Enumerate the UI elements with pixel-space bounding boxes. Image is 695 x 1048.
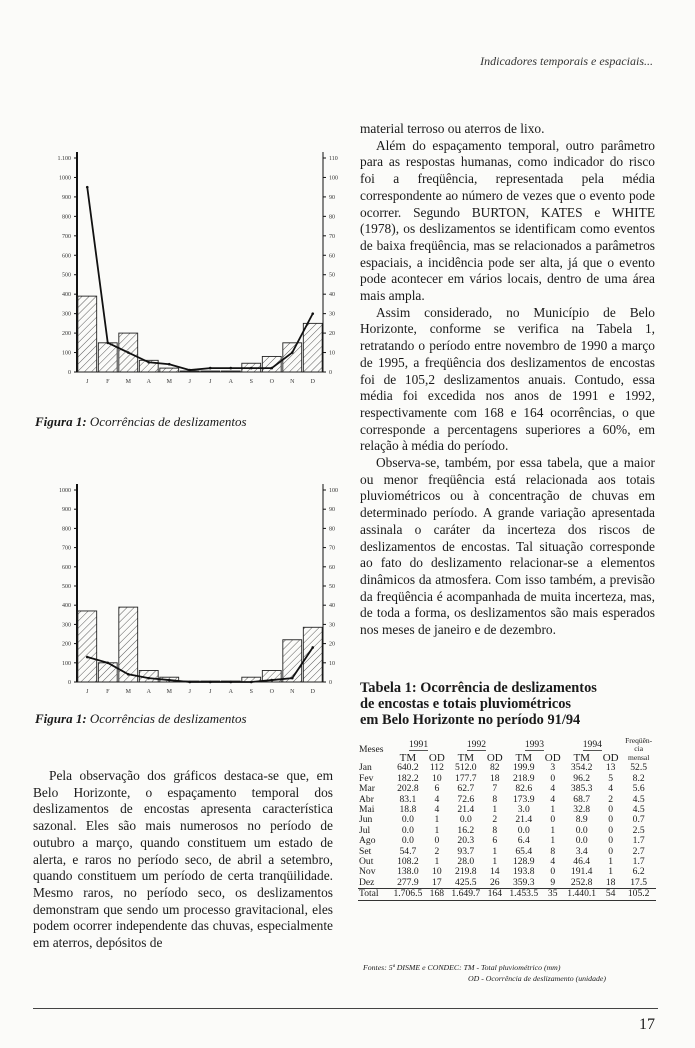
value-cell: 359.3 xyxy=(512,876,535,888)
value-cell: 10 xyxy=(432,772,442,784)
value-cell: 10 xyxy=(432,866,442,878)
value-cell: 46.4 xyxy=(573,856,591,868)
value-cell: 0 xyxy=(608,824,614,836)
value-cell: 193.8 xyxy=(512,866,535,878)
value-cell: 191.4 xyxy=(570,866,593,878)
y-tick-label: 600 xyxy=(62,564,71,571)
col-header-od: OD xyxy=(602,752,619,764)
landslide-chart-2 xyxy=(33,482,343,702)
source-line: OD - Ocorrência de deslizamento (unidade) xyxy=(468,974,606,983)
value-cell: 52.5 xyxy=(630,762,648,774)
y-tick-label: 700 xyxy=(62,233,71,240)
y-tick-label: 100 xyxy=(62,350,71,357)
line-point xyxy=(311,646,314,649)
value-cell: 0 xyxy=(608,814,614,826)
figure-caption-text: Ocorrências de deslizamentos xyxy=(89,711,247,726)
value-cell: 28.0 xyxy=(457,856,475,868)
value-cell: 8 xyxy=(492,824,498,836)
col-header-tm: TM xyxy=(515,752,532,764)
y2-tick-label: 50 xyxy=(329,584,335,590)
x-tick-label: M xyxy=(166,689,172,695)
month-cell: Dez xyxy=(359,876,375,888)
x-tick-label: J xyxy=(86,379,89,385)
line-point xyxy=(209,681,212,684)
value-cell: 512.0 xyxy=(455,762,477,774)
y-tick-label: 200 xyxy=(62,331,71,338)
value-cell: 4 xyxy=(550,793,556,805)
value-cell: 0 xyxy=(608,835,614,847)
value-cell: 1 xyxy=(492,845,498,857)
month-cell: Ago xyxy=(359,835,376,847)
y-tick-label: 1000 xyxy=(59,488,71,494)
y2-tick-label: 80 xyxy=(329,214,335,221)
x-tick-label: J xyxy=(209,379,212,385)
y2-tick-label: 90 xyxy=(329,507,335,514)
total-value: 1.440.1 xyxy=(563,889,600,900)
value-cell: 173.9 xyxy=(512,793,535,805)
line-point xyxy=(86,186,89,189)
line-point xyxy=(229,681,232,684)
value-cell: 177.7 xyxy=(455,772,477,784)
x-tick-label: S xyxy=(249,689,253,695)
x-tick-label: N xyxy=(290,379,295,385)
x-tick-label: D xyxy=(310,689,315,695)
y-tick-label: 100 xyxy=(62,660,71,667)
page-number: 17 xyxy=(639,1016,655,1033)
x-tick-label: M xyxy=(125,689,131,695)
value-cell: 277.9 xyxy=(397,876,419,888)
table-total-row xyxy=(358,889,656,900)
value-cell: 16.2 xyxy=(457,824,475,836)
value-cell: 108.2 xyxy=(397,856,419,868)
value-cell: 68.7 xyxy=(573,793,591,805)
value-cell: 4 xyxy=(608,783,614,795)
y-tick-label: 600 xyxy=(62,253,71,260)
paragraph: Observa-se, também, por essa tabela, que a maior ou menor freqüência está relacionada aos totais pluviométricos ou à concentração de chuvas em determinado período. A grande variação apresentada assinala o caráter da incerteza dos riscos de deslizamentos de encostas. Tal situação corresponde ao fato do deslizamento relacionar-se a elementos dinâmicos da atmosfera. Com isso também, a previsão da freqüência é acompanhada de muita incerteza, mas, de toda a forma, os deslizamentos são mais esperados nos meses de janeiro e de dezembro. xyxy=(360,455,655,638)
total-value: 164 xyxy=(484,889,505,900)
value-cell: 20.3 xyxy=(457,835,475,847)
y2-tick-label: 110 xyxy=(329,156,338,162)
y2-tick-label: 70 xyxy=(329,545,335,552)
y-tick-label: 800 xyxy=(62,214,71,221)
value-cell: 1 xyxy=(492,804,498,816)
col-header-year: 1994 xyxy=(582,738,602,750)
month-cell: Jun xyxy=(359,814,373,826)
y2-tick-label: 100 xyxy=(329,488,338,494)
y2-tick-label: 90 xyxy=(329,194,335,201)
value-cell: 4 xyxy=(434,793,440,805)
value-cell: 26 xyxy=(489,876,500,888)
paragraph: Pela observação dos gráficos destaca-se que, em Belo Horizonte, o espaçamento temporal dos deslizamentos de encostas apresenta característica sazonal. Eles são mais numerosos no período de outubro a março, quando constituem um estado de alerta, e raros no período seco, de abril a setembro, quando constituem um período de certa tranqüilidade. Mesmo raros, no período seco, os deslizamentos demonstram que sendo um processo gravitacional, eles podem ocorrer independente das chuvas, especialmente em aterros, depósitos de xyxy=(33,768,333,951)
table-title-line: de encostas e totais pluviométricos xyxy=(360,696,572,712)
line-point xyxy=(168,679,171,682)
bar xyxy=(201,371,220,372)
x-tick-label: A xyxy=(146,379,151,385)
line-point xyxy=(188,681,191,684)
table-title xyxy=(360,680,660,728)
value-cell: 5.6 xyxy=(632,783,645,795)
value-cell: 65.4 xyxy=(515,845,533,857)
col-header-freq-mensal: mensal xyxy=(628,753,650,762)
value-cell: 6 xyxy=(492,835,498,847)
value-cell: 354.2 xyxy=(570,762,593,774)
y-tick-label: 0 xyxy=(68,370,71,376)
bar xyxy=(78,611,97,682)
y-tick-label: 500 xyxy=(62,272,71,279)
line-point xyxy=(209,367,212,370)
value-cell: 3.0 xyxy=(517,804,530,816)
value-cell: 218.9 xyxy=(512,772,535,784)
value-cell: 4.5 xyxy=(632,804,645,816)
y2-tick-label: 40 xyxy=(329,292,335,299)
value-cell: 202.8 xyxy=(397,783,419,795)
y2-tick-label: 80 xyxy=(329,526,335,533)
value-cell: 1 xyxy=(434,856,440,868)
total-value: 1.453.5 xyxy=(505,889,542,900)
y-tick-label: 400 xyxy=(62,603,71,610)
value-cell: 640.2 xyxy=(397,762,419,774)
value-cell: 1 xyxy=(492,856,498,868)
line-point xyxy=(127,351,130,354)
value-cell: 425.5 xyxy=(455,876,477,888)
value-cell: 0.0 xyxy=(575,835,588,847)
value-cell: 21.4 xyxy=(515,814,533,826)
line-point xyxy=(291,677,294,680)
x-tick-label: S xyxy=(249,379,253,385)
value-cell: 0.0 xyxy=(459,814,472,826)
value-cell: 1 xyxy=(434,814,440,826)
y-tick-label: 200 xyxy=(62,641,71,648)
line-point xyxy=(270,367,273,370)
y-tick-label: 800 xyxy=(62,526,71,533)
x-tick-label: O xyxy=(269,689,274,695)
y2-tick-label: 30 xyxy=(329,311,335,318)
value-cell: 8 xyxy=(492,793,498,805)
x-tick-label: F xyxy=(106,379,110,385)
col-header-year: 1991 xyxy=(408,738,429,750)
value-cell: 219.8 xyxy=(455,866,477,878)
paragraph: material terroso ou aterros de lixo. xyxy=(360,121,545,136)
col-header-freq: Freqüên- cia xyxy=(625,736,653,753)
total-value: 168 xyxy=(426,889,447,900)
value-cell: 0 xyxy=(550,866,556,878)
y2-tick-label: 10 xyxy=(329,350,335,357)
value-cell: 96.2 xyxy=(573,772,591,784)
value-cell: 2 xyxy=(608,793,614,805)
value-cell: 93.7 xyxy=(457,845,475,857)
value-cell: 0 xyxy=(608,804,614,816)
month-cell: Set xyxy=(359,845,372,857)
line-point xyxy=(229,367,232,370)
landslide-chart-1 xyxy=(33,140,343,392)
line-point xyxy=(311,312,314,315)
value-cell: 82 xyxy=(489,762,500,774)
month-cell: Mar xyxy=(359,783,375,795)
y2-tick-label: 10 xyxy=(329,660,335,667)
col-header-od: OD xyxy=(428,752,445,764)
value-cell: 1 xyxy=(550,824,556,836)
value-cell: 2 xyxy=(492,814,498,826)
x-tick-label: F xyxy=(106,689,110,695)
x-tick-label: A xyxy=(228,379,233,385)
x-tick-label: M xyxy=(125,379,131,385)
line-point xyxy=(291,351,294,354)
line-point xyxy=(188,369,191,372)
value-cell: 0.0 xyxy=(401,835,414,847)
value-cell: 8 xyxy=(550,845,556,857)
line-point xyxy=(106,342,109,345)
value-cell: 8.9 xyxy=(575,814,588,826)
col-header-od: OD xyxy=(486,752,503,764)
x-tick-label: J xyxy=(209,689,212,695)
y-tick-label: 1000 xyxy=(59,175,71,182)
value-cell: 4.5 xyxy=(632,793,645,805)
paragraph: Assim considerado, no Município de Belo Horizonte, conforme se verifica na Tabela 1, retratando o período entre novembro de 1990 a março de 1995, a freqüência dos deslizamentos de encostas foi de 105,2 deslizamentos anuais. Contudo, essa média foi excedida nos anos de 1991 e 1992, respectivamente com 168 e 164 ocorrências, o que corresponde a percentagens superiores a 60%, em relação à média do período. xyxy=(360,304,655,454)
figure-label: Figura 1: xyxy=(35,414,87,429)
value-cell: 18 xyxy=(605,876,616,888)
value-cell: 1.7 xyxy=(632,856,645,868)
month-cell: Abr xyxy=(359,793,374,805)
value-cell: 3.4 xyxy=(575,845,588,857)
value-cell: 8.2 xyxy=(632,772,645,784)
y2-tick-label: 60 xyxy=(329,253,335,260)
line-point xyxy=(147,677,150,680)
line-point xyxy=(168,363,171,366)
value-cell: 21.4 xyxy=(457,804,475,816)
figure-caption-1 xyxy=(35,414,247,430)
y2-tick-label: 70 xyxy=(329,233,335,240)
value-cell: 14 xyxy=(489,866,500,878)
total-value: 105.2 xyxy=(621,889,656,900)
x-tick-label: N xyxy=(290,689,295,695)
bar xyxy=(221,371,240,372)
y2-tick-label: 40 xyxy=(329,603,335,610)
y2-tick-label: 50 xyxy=(329,272,335,279)
table-sources xyxy=(363,962,655,984)
y2-tick-label: 30 xyxy=(329,622,335,629)
col-header-meses: Meses xyxy=(359,744,384,755)
table-row xyxy=(358,878,656,889)
bar xyxy=(78,296,97,372)
x-tick-label: J xyxy=(188,689,191,695)
month-cell: Fev xyxy=(359,772,374,784)
y-tick-label: 400 xyxy=(62,292,71,299)
col-header-year: 1993 xyxy=(524,738,544,750)
value-cell: 0 xyxy=(550,772,556,784)
y-tick-label: 1.100 xyxy=(57,156,71,162)
value-cell: 0.0 xyxy=(517,824,530,836)
value-cell: 6.4 xyxy=(517,835,530,847)
x-tick-label: M xyxy=(166,379,172,385)
value-cell: 0 xyxy=(434,835,440,847)
value-cell: 7 xyxy=(492,783,498,795)
value-cell: 54.7 xyxy=(399,845,417,857)
y-tick-label: 500 xyxy=(62,584,71,590)
value-cell: 0 xyxy=(550,814,556,826)
running-head: Indicadores temporais e espaciais... xyxy=(480,54,653,68)
value-cell: 2.5 xyxy=(632,824,645,836)
value-cell: 4 xyxy=(550,856,556,868)
value-cell: 182.2 xyxy=(397,772,419,784)
y-tick-label: 900 xyxy=(62,194,71,201)
month-cell: Nov xyxy=(359,866,376,878)
col-header-year: 1992 xyxy=(466,738,487,750)
value-cell: 252.8 xyxy=(570,876,593,888)
value-cell: 1 xyxy=(608,856,614,868)
value-cell: 1 xyxy=(550,835,556,847)
value-cell: 18.8 xyxy=(399,804,417,816)
x-tick-label: D xyxy=(310,379,315,385)
x-tick-label: O xyxy=(269,379,274,385)
value-cell: 17 xyxy=(432,876,442,888)
y-tick-label: 300 xyxy=(62,311,71,318)
value-cell: 0 xyxy=(608,845,614,857)
total-value: 35 xyxy=(542,889,563,900)
y2-tick-label: 0 xyxy=(329,370,332,376)
value-cell: 4 xyxy=(434,804,440,816)
y2-tick-label: 0 xyxy=(329,680,332,686)
value-cell: 112 xyxy=(429,762,444,774)
value-cell: 9 xyxy=(550,876,556,888)
total-value: 1.706.5 xyxy=(390,889,427,900)
bar xyxy=(98,343,117,372)
value-cell: 82.6 xyxy=(515,783,533,795)
line-point xyxy=(127,673,130,676)
bar xyxy=(303,323,322,372)
value-cell: 83.1 xyxy=(399,793,417,805)
month-cell: Out xyxy=(359,856,374,868)
value-cell: 18 xyxy=(489,772,500,784)
x-tick-label: A xyxy=(146,689,151,695)
month-cell: Jul xyxy=(359,824,371,836)
left-column-text xyxy=(33,768,333,952)
value-cell: 138.0 xyxy=(397,866,419,878)
value-cell: 4 xyxy=(550,783,556,795)
value-cell: 2.7 xyxy=(632,845,645,857)
line-point xyxy=(270,679,273,682)
line-point xyxy=(250,367,253,370)
bar xyxy=(283,640,302,682)
col-header-tm: TM xyxy=(457,752,475,764)
value-cell: 128.9 xyxy=(512,856,535,868)
x-tick-label: J xyxy=(86,689,89,695)
value-cell: 3 xyxy=(550,762,556,774)
y-tick-label: 700 xyxy=(62,545,71,552)
paragraph: Além do espaçamento temporal, outro parâmetro para as respostas humanas, como indicador do risco foi a freqüência, representada pela média correspondente ao número de vezes que o evento pode ocorrer. Segundo BURTON, KATES e WHITE (1978), os deslizamentos se identificam como eventos de baixa freqüência, mas se relacionados a parâmetros espaciais, a incidência pode ser alta, já que o evento pode acontecer em vários locais, dentro de uma área mais ampla. xyxy=(360,137,655,304)
value-cell: 17.5 xyxy=(630,876,648,888)
y-tick-label: 300 xyxy=(62,622,71,629)
line-point xyxy=(147,361,150,364)
total-value: 54 xyxy=(600,889,621,900)
col-header-tm: TM xyxy=(399,752,417,764)
value-cell: 62.7 xyxy=(457,783,475,795)
line-point xyxy=(250,681,253,684)
footer-rule xyxy=(33,1008,658,1009)
x-tick-label: J xyxy=(188,379,191,385)
total-value: 1.649.7 xyxy=(448,889,485,900)
value-cell: 6 xyxy=(434,783,440,795)
y-tick-label: 0 xyxy=(68,680,71,686)
value-cell: 0.0 xyxy=(575,824,588,836)
table-title-line: em Belo Horizonte no período 91/94 xyxy=(360,712,581,728)
figure-label: Figura 1: xyxy=(35,711,87,726)
bar xyxy=(160,368,179,372)
right-column-text xyxy=(360,121,655,639)
y2-tick-label: 100 xyxy=(329,175,338,182)
total-label: Total xyxy=(358,889,390,900)
month-cell: Jan xyxy=(359,762,372,774)
y2-tick-label: 60 xyxy=(329,564,335,571)
figure-caption-text: Ocorrências de deslizamentos xyxy=(89,414,247,429)
line-point xyxy=(106,662,109,665)
month-cell: Mai xyxy=(359,804,375,816)
value-cell: 1 xyxy=(434,824,440,836)
value-cell: 1.7 xyxy=(632,835,645,847)
y2-tick-label: 20 xyxy=(329,641,335,648)
value-cell: 199.9 xyxy=(512,762,535,774)
value-cell: 0.0 xyxy=(401,814,414,826)
value-cell: 5 xyxy=(608,772,614,784)
value-cell: 1 xyxy=(550,804,556,816)
value-cell: 2 xyxy=(434,845,440,857)
y-tick-label: 900 xyxy=(62,507,71,514)
value-cell: 32.8 xyxy=(573,804,591,816)
value-cell: 13 xyxy=(605,762,616,774)
value-cell: 1 xyxy=(608,866,614,878)
col-header-od: OD xyxy=(544,752,561,764)
rainfall-landslide-table xyxy=(358,737,656,901)
bar xyxy=(303,627,322,682)
value-cell: 72.6 xyxy=(457,793,475,805)
source-line: Fontes: 5ª DISME e CONDEC: TM - Total pluviométrico (mm) xyxy=(363,963,561,972)
table-title-line: Tabela 1: Ocorrência de deslizamentos xyxy=(360,680,597,696)
figure-caption-2 xyxy=(35,711,247,727)
value-cell: 0.0 xyxy=(401,824,414,836)
col-header-tm: TM xyxy=(573,752,590,764)
x-tick-label: A xyxy=(228,689,233,695)
value-cell: 6.2 xyxy=(632,866,645,878)
y2-tick-label: 20 xyxy=(329,331,335,338)
line-point xyxy=(86,656,89,659)
value-cell: 385.3 xyxy=(570,783,593,795)
value-cell: 0.7 xyxy=(632,814,645,826)
